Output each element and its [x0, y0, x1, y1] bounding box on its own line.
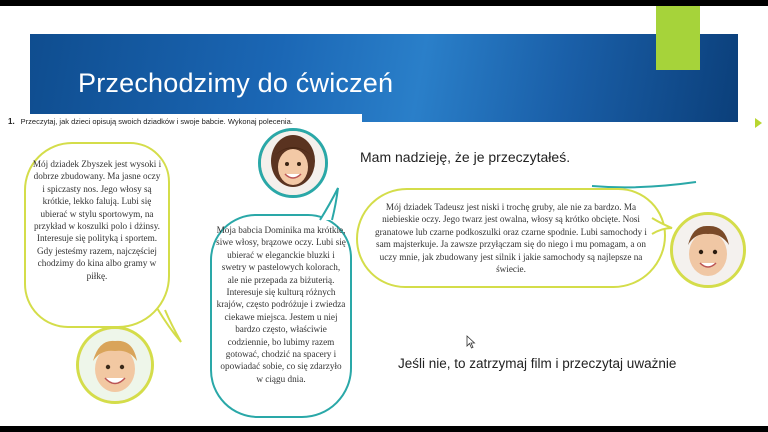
worksheet-image [0, 114, 362, 426]
girl-avatar [258, 128, 328, 198]
task-text: Przeczytaj, jak dzieci opisują swoich dziadków i swoje babcie. Wykonaj polecenia. [20, 117, 293, 126]
brown-hair-boy-face-icon [673, 215, 743, 285]
task-instruction [8, 117, 293, 126]
bubble-text-tadeusz: Mój dziadek Tadeusz jest niski i trochę gruby, ale nie za bardzo. Ma niebieskie oczy. Jego twarz jest owalna, włosy są krótko obcięte. Nosi granatowe lub czarne podkoszulki oraz czarne spodnie. Lubi samochody i sam majsterkuje. Ja zawsze przyłączam się do niego i mu pomagam, a on uczy mnie, jak zbudowany jest silnik i jakie samochody są najlepsze na świecie. [375, 202, 647, 275]
title-banner [30, 34, 738, 122]
presentation-slide [0, 6, 768, 426]
bubble-tail-zbyszek [155, 306, 185, 346]
boy-avatar-blond [76, 326, 154, 404]
bubble-tail-tadeusz [650, 214, 674, 238]
slide-title: Przechodzimy do ćwiczeń [78, 68, 394, 98]
blond-boy-face-icon [79, 329, 151, 401]
bubble-text-zbyszek: Mój dziadek Zbyszek jest wysoki i dobrze zbudowany. Ma jasne oczy i spiczasty nos. Jego włosy są krótkie, lekko falują. Lubi się ubierać w stylu sportowym, na przykład w koszulki polo i dżinsy. Interesuje się polityką i sportem. Gdy jesteśmy razem, najczęściej chodzimy do kina albo gramy w piłkę. [32, 159, 162, 281]
speech-bubble-tadeusz [356, 188, 666, 288]
task-number: 1. [8, 117, 15, 126]
play-arrow-icon [755, 118, 762, 128]
girl-face-icon [261, 131, 325, 195]
speech-bubble-dominika [210, 214, 352, 418]
bubble-text-dominika: Moja babcia Dominika ma krótkie, siwe włosy, brązowe oczy. Lubi się ubierać w eleganckie bluzki i swetry w pastelowych kolorach, ale nie przepada za biżuterią. Interesuje się kulturą różnych krajów, często podróżuje i zwiedza ciekawe miejsca. Jestem u niej bardzo często, właściwie codziennie, bo lubimy razem gotować, chodzić na spacery i opowiadać sobie, co się zdarzyło w ciągu dnia. [216, 225, 346, 384]
boy-avatar-brown [670, 212, 746, 288]
mouse-cursor-icon [466, 335, 476, 349]
slide-subtitle: Mam nadzieję, że je przeczytałeś. [360, 149, 571, 165]
speech-bubble-zbyszek [24, 142, 170, 328]
green-accent-block [656, 6, 700, 70]
instruction-text: Jeśli nie, to zatrzymaj film i przeczytaj uważnie [398, 356, 677, 371]
bubble-tail-dominika [318, 186, 346, 222]
